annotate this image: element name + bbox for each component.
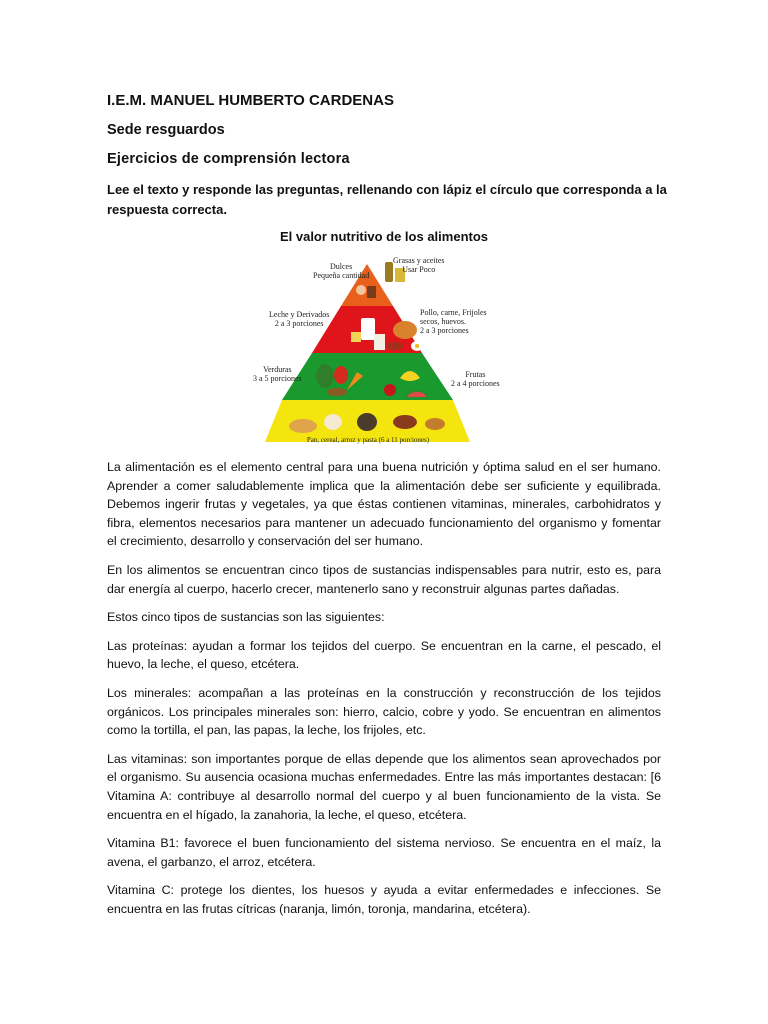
paragraph-vitamin-c: Vitamina C: protege los dientes, los huesos y ayuda a evitar enfermedades e infecciones. Se encuentra en las frutas cítricas (naranja, limón, toronja, mandarina, etcétera).	[107, 883, 661, 916]
food-pyramid	[253, 250, 500, 446]
paragraph-minerals: Los minerales: acompañan a las proteínas en la construcción y reconstrucción de los tejidos orgánicos. Los principales minerales son: hierro, calcio, cobre y yodo. Se encuentran en alimentos como la tortilla, el pan, las papas, la leche, los frijoles, etc.	[107, 685, 661, 738]
figure-title: El valor nutritivo de los alimentos	[279, 229, 489, 244]
paragraph-vitamins: Las vitaminas: son importantes porque de ellas depende que los alimentos sean aprovechados por el organismo. Su ausencia ocasiona muchas enfermedades. Entre las más importantes destacan: [6 Vitamina A: contribuye al desarrollo normal del cuerpo y al buen funcionamiento de la vista. Se encuentra en el hígado, la zanahoria, la leche, el queso, etcétera.	[107, 751, 661, 822]
label-sweets: Dulces Pequeña cantidad	[313, 262, 370, 280]
paragraph-intro: La alimentación es el elemento central para una buena nutrición y óptima salud en el ser humano. Aprender a comer saludablemente implica que la alimentación debe ser suficiente y equilibrada. Debemos ingerir frutas y vegetales, ya que éstas contienen vitaminas, minerales, carbohidratos y fibra, elementos necesarios para mantener un adecuado funcionamiento del organismo y fomentar el crecimiento, desarrollo y conservación del ser humano.	[107, 460, 661, 549]
campus-name: Sede resguardos	[107, 122, 225, 138]
exercise-title: Ejercicios de comprensión lectora	[107, 151, 350, 167]
school-name: I.E.M. MANUEL HUMBERTO CARDENAS	[107, 92, 394, 109]
label-fruits: Frutas 2 a 4 porciones	[451, 370, 500, 388]
label-dairy: Leche y Derivados 2 a 3 porciones	[269, 310, 330, 328]
reading-text	[107, 458, 661, 928]
label-vegetables: Verduras 3 a 5 porciones	[253, 365, 302, 383]
pyramid-tier-green	[282, 353, 453, 400]
label-grains: Pan, cereal, arroz y pasta (6 a 11 porciones)	[306, 436, 430, 444]
paragraph-proteins: Las proteínas: ayudan a formar los tejidos del cuerpo. Se encuentran en la carne, el pescado, el huevo, la leche, el queso, etcétera.	[107, 638, 661, 672]
paragraph-list-intro: Estos cinco tipos de sustancias son las siguientes:	[107, 610, 385, 625]
paragraph-vitamin-b1: Vitamina B1: favorece el buen funcionamiento del sistema nervioso. Se encuentra en el maíz, la avena, el garbanzo, el arroz, etcétera.	[107, 836, 661, 869]
label-protein: Pollo, carne, Frijoles secos, huevos. 2 a 3 porciones	[420, 308, 487, 335]
paragraph-substances: En los alimentos se encuentran cinco tipos de sustancias indispensables para nutrir, esto es, para dar energía al cuerpo, hacerlo crecer, mantenerlo sano y reconstruir algunas partes dañadas.	[107, 562, 661, 596]
label-fats: Grasas y aceites Usar Poco	[393, 256, 445, 274]
instructions: Lee el texto y responde las preguntas, rellenando con lápiz el círculo que corresponda a la respuesta correcta.	[107, 182, 667, 217]
